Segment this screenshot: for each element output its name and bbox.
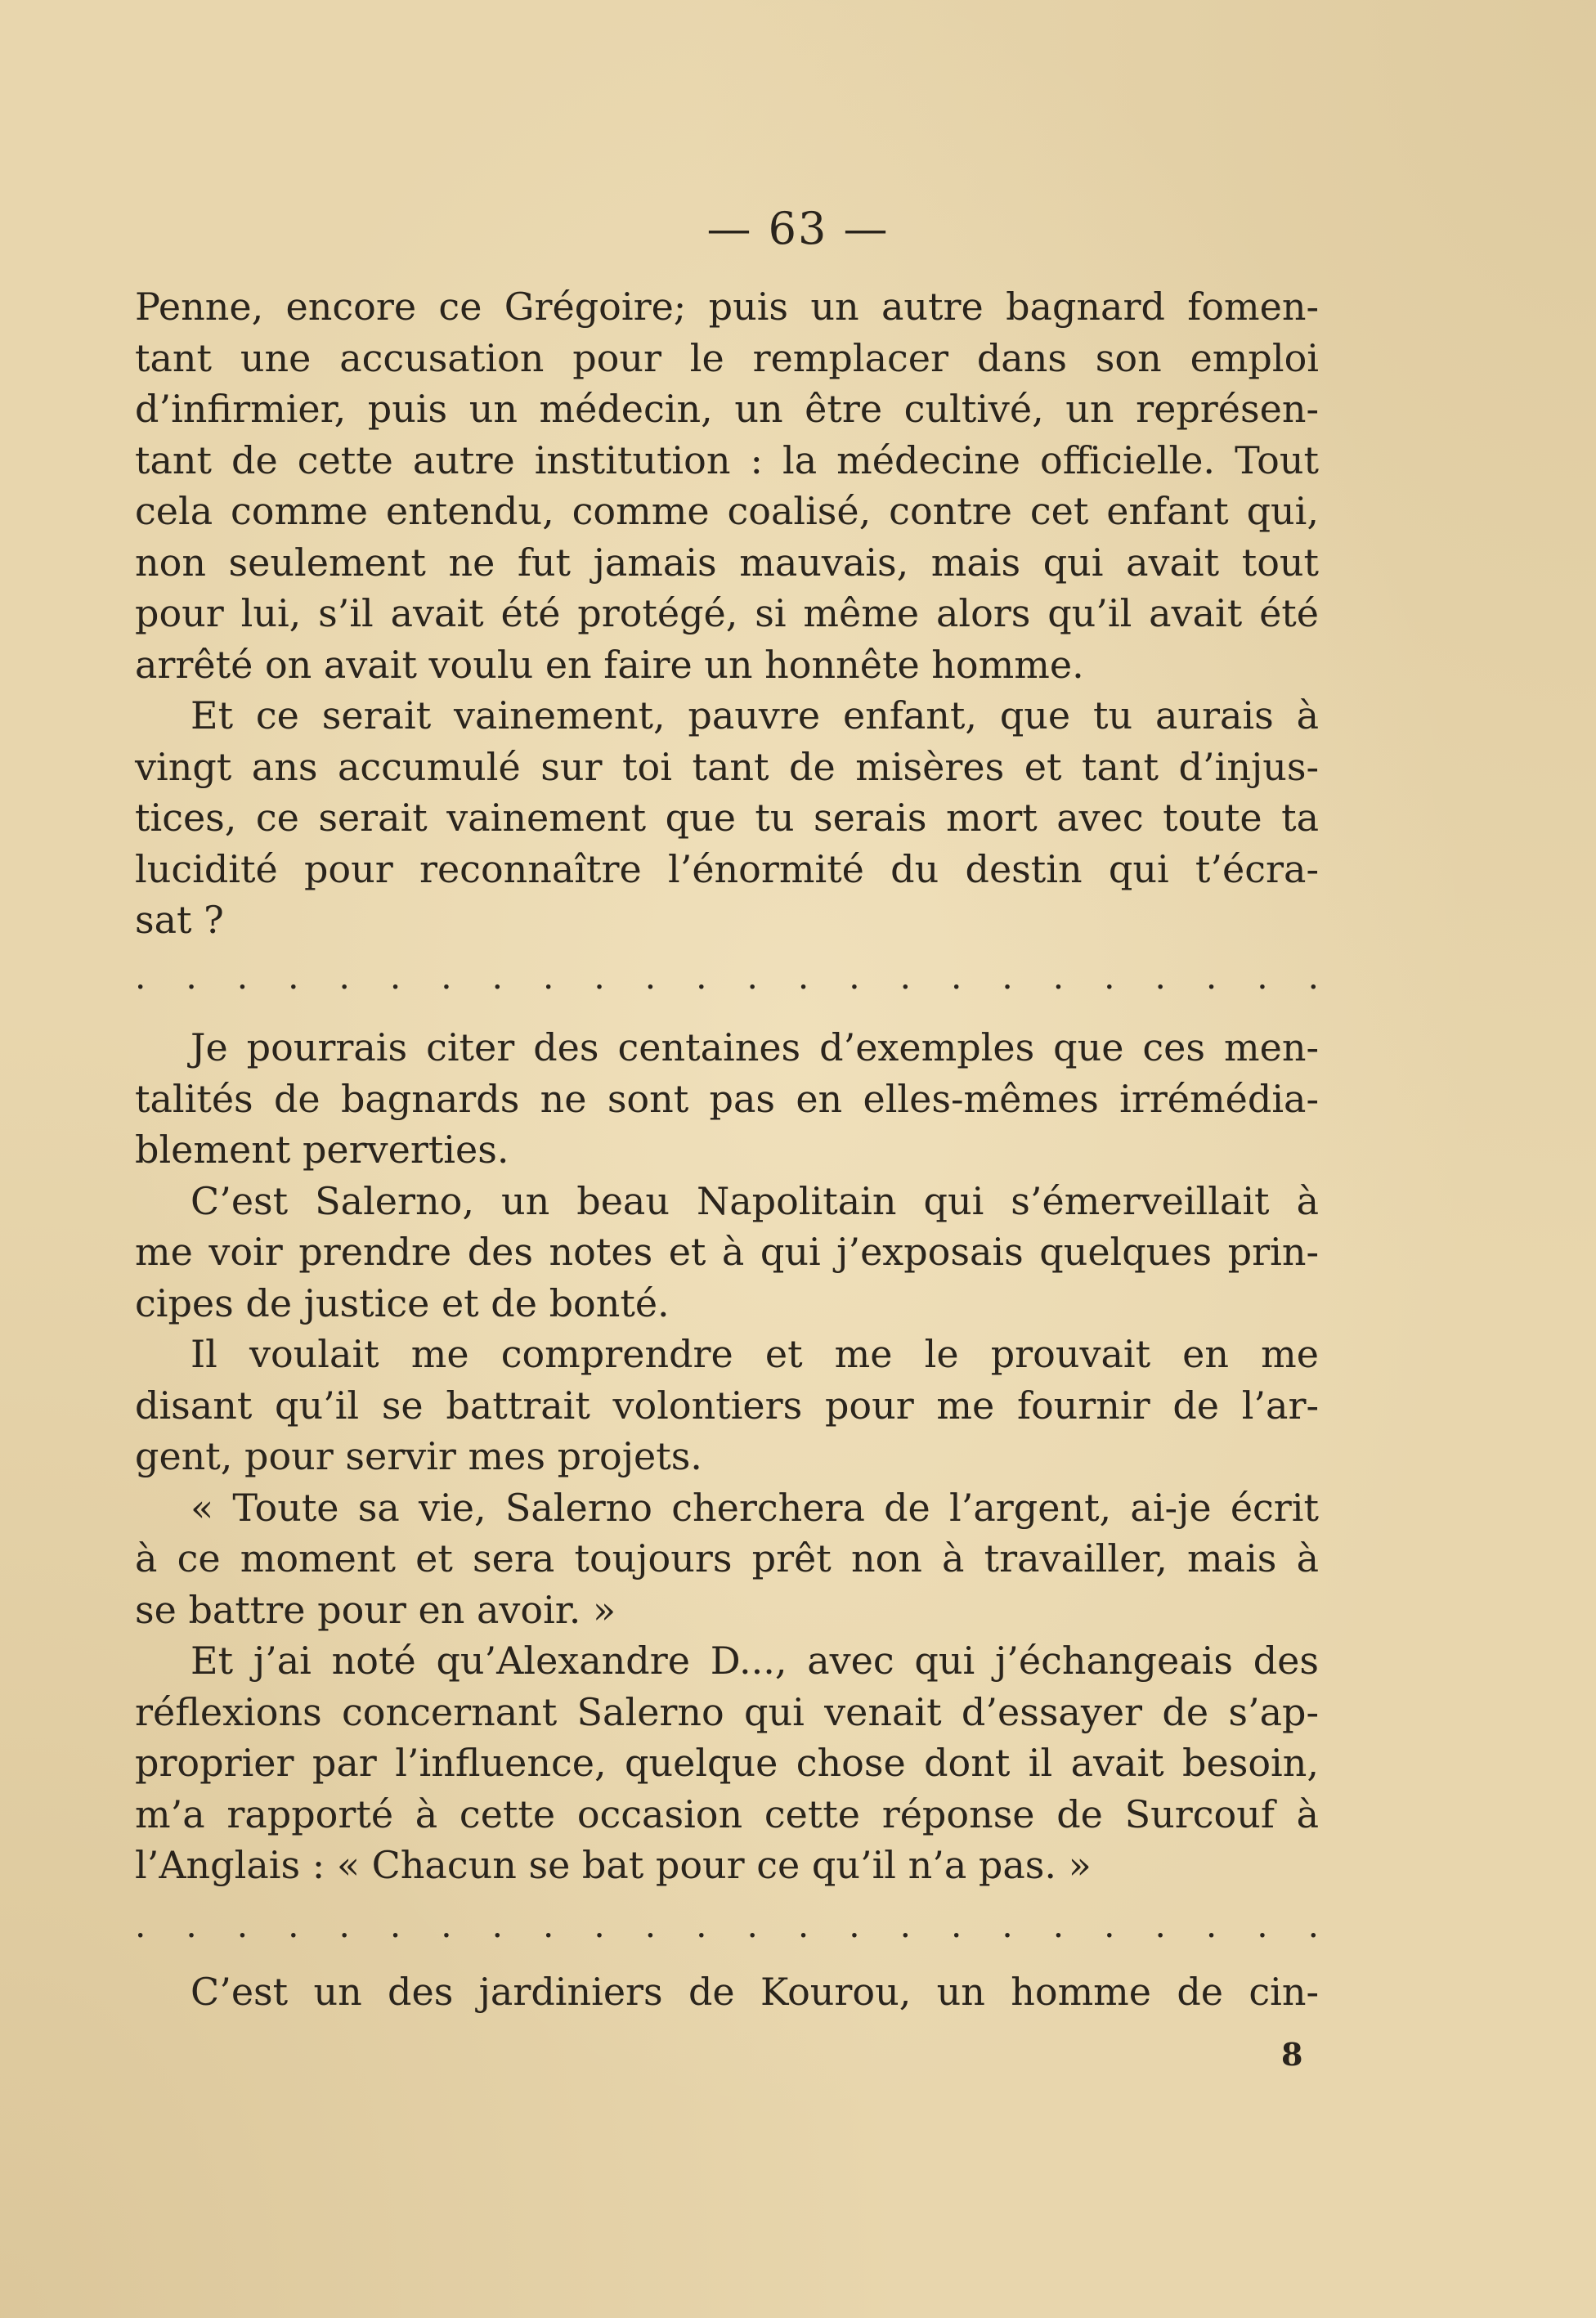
text-line: cipes de justice et de bonté. (135, 1280, 670, 1325)
paragraph-block-1 (135, 281, 1319, 946)
text-line: vingt ans accumulé sur toi tant de misères et tant d’injus- (135, 744, 1319, 789)
paragraph-block-3 (135, 1966, 1319, 2018)
text-line: Penne, encore ce Grégoire; puis un autre bagnard fomen- (135, 285, 1319, 329)
text-line: « Toute sa vie, Salerno cherchera de l’argent, ai-je écrit (191, 1485, 1319, 1530)
text-line: disant qu’il se battrait volontiers pour me fournir de l’ar- (135, 1383, 1319, 1428)
text-line: tant de cette autre institution : la médecine officielle. Tout (135, 437, 1319, 482)
text-line: pour lui, s’il avait été protégé, si même alors qu’il avait été (135, 591, 1319, 635)
text-line: C’est un des jardiniers de Kourou, un homme de cin- (191, 1970, 1319, 2014)
text-line: l’Anglais : « Chacun se bat pour ce qu’il n’a pas. » (135, 1843, 1092, 1887)
text-line: me voir prendre des notes et à qui j’exposais quelques prin- (135, 1230, 1319, 1274)
section-separator: . . . . . . . . . . . . . . . . . . . . . . . . (135, 957, 1319, 997)
text-line: tices, ce serait vainement que tu serais mort avec toute ta (135, 796, 1319, 840)
text-line: d’infirmier, puis un médecin, un être cultivé, un représen- (135, 387, 1319, 431)
text-line: arrêté on avait voulu en faire un honnête homme. (135, 642, 1084, 687)
text-line: m’a rapporté à cette occasion cette réponse de Surcouf à (135, 1791, 1319, 1836)
text-line: Et j’ai noté qu’Alexandre D..., avec qui j’échangeais des (191, 1639, 1319, 1683)
text-line: tant une accusation pour le remplacer dans son emploi (135, 335, 1319, 380)
text-line: talités de bagnards ne sont pas en elles-mêmes irrémédia- (135, 1076, 1319, 1121)
text-line: cela comme entendu, comme coalisé, contre cet enfant qui, (135, 489, 1319, 533)
text-line: sat ? (135, 898, 224, 942)
text-line: se battre pour en avoir. » (135, 1587, 616, 1632)
page-number: — 63 — (706, 203, 890, 254)
text-line: non seulement ne fut jamais mauvais, mais qui avait tout (135, 540, 1319, 585)
text-line: Je pourrais citer des centaines d’exemples que ces men- (191, 1025, 1319, 1069)
text-line: blement perverties. (135, 1128, 509, 1172)
text-line: Il voulait me comprendre et me le prouvait en me (191, 1332, 1319, 1376)
text-line: proprier par l’influence, quelque chose dont il avait besoin, (135, 1741, 1319, 1785)
text-line: Et ce serait vainement, pauvre enfant, que tu aurais à (191, 693, 1319, 738)
text-line: lucidité pour reconnaître l’énormité du destin qui t’écra- (135, 846, 1319, 891)
text-line: C’est Salerno, un beau Napolitain qui s’émerveillait à (191, 1178, 1319, 1223)
paragraph-block-2 (135, 1022, 1319, 1891)
text-line: réflexions concernant Salerno qui venait d’essayer de s’ap- (135, 1689, 1319, 1734)
text-line: gent, pour servir mes projets. (135, 1434, 702, 1478)
text-line: à ce moment et sera toujours prêt non à travailler, mais à (135, 1536, 1319, 1580)
section-separator: . . . . . . . . . . . . . . . . . . . . . . . . (135, 1905, 1319, 1945)
signature-mark: 8 (1281, 2036, 1303, 2073)
